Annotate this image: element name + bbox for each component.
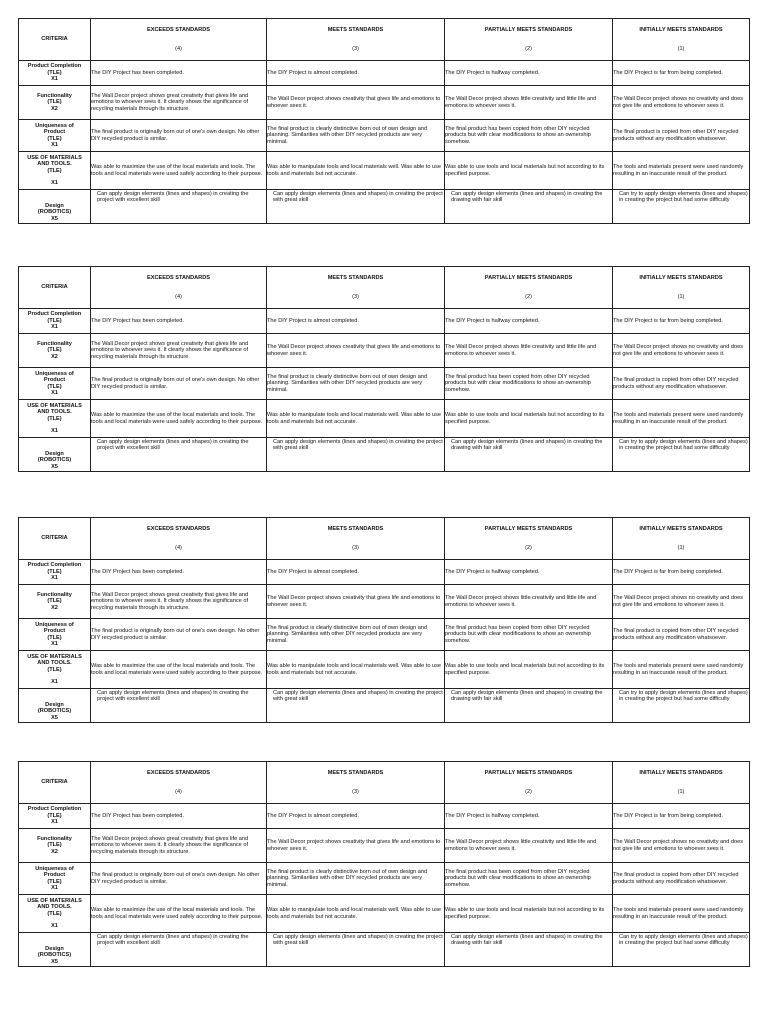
criterion-row-functionality — [19, 585, 750, 619]
criterion-label: Functionality (TLE) X2 — [19, 86, 91, 120]
criterion-row-design — [19, 689, 750, 723]
descriptor-cell: The DIY Project is almost completed. — [267, 309, 445, 334]
descriptor-cell: The DIY Project is almost completed. — [267, 804, 445, 829]
descriptor-cell: The final product is copied from other DIY recycled products without any modification whatsoever. — [613, 120, 750, 152]
descriptor-cell: Can apply design elements (lines and shapes) in creating the project with excellent skill — [91, 933, 267, 967]
descriptor-cell: Was able to use tools and local materials but not according to its specified purpose. — [445, 152, 613, 190]
criterion-label: Design (ROBOTICS) X5 — [19, 933, 91, 967]
descriptor-cell: The final product is originally born out of one's own design. No other DIY recycled product is similar. — [91, 863, 267, 895]
level-header-1: INITIALLY MEETS STANDARDS (1) — [613, 518, 750, 560]
criterion-label: Uniqueness of Product (TLE) X1 — [19, 863, 91, 895]
descriptor-cell: The final product is clearly distinctive born out of own design and planning. Similarities with other DIY recycled products are very minimal. — [267, 120, 445, 152]
criterion-label: USE OF MATERIALS AND TOOLS. (TLE) X1 — [19, 400, 91, 438]
criterion-label: USE OF MATERIALS AND TOOLS. (TLE) X1 — [19, 651, 91, 689]
descriptor-cell: Can apply design elements (lines and shapes) in creating the project with excellent skill — [91, 438, 267, 472]
descriptor-cell: The DIY Project is halfway completed. — [445, 309, 613, 334]
descriptor-cell: The final product is copied from other DIY recycled products without any modification whatsoever. — [613, 368, 750, 400]
descriptor-cell: Was able to manipulate tools and local materials well. Was able to use tools and materials but not accurate. — [267, 651, 445, 689]
descriptor-cell: Can apply design elements (lines and shapes) in creating the drawing with fair skill — [445, 190, 613, 224]
descriptor-cell: Can apply design elements (lines and shapes) in creating the project with great skill — [267, 933, 445, 967]
criterion-label: Uniqueness of Product (TLE) X1 — [19, 368, 91, 400]
criteria-header: CRITERIA — [19, 267, 91, 309]
level-header-2: PARTIALLY MEETS STANDARDS (2) — [445, 267, 613, 309]
descriptor-cell: The Wall Decor project shows no creativity and does not give life and emotions to whoever sees it. — [613, 829, 750, 863]
criterion-row-materials-tools — [19, 400, 750, 438]
descriptor-cell: The final product has been copied from other DIY recycled products but with clear modifications to show an ownership somehow. — [445, 120, 613, 152]
descriptor-cell: Can apply design elements (lines and shapes) in creating the project with great skill — [267, 438, 445, 472]
criterion-row-functionality — [19, 86, 750, 120]
level-header-1: INITIALLY MEETS STANDARDS (1) — [613, 762, 750, 804]
descriptor-cell: Can apply design elements (lines and shapes) in creating the drawing with fair skill — [445, 689, 613, 723]
descriptor-cell: The Wall Decor project shows little creativity and little life and emotions to whoever sees it. — [445, 829, 613, 863]
criterion-label: Product Completion (TLE) X1 — [19, 61, 91, 86]
descriptor-cell: The Wall Decor project shows great creativity that gives life and emotions to whoever sees it. It clearly shows the significance of recycling materials through its structure. — [91, 334, 267, 368]
criterion-row-materials-tools — [19, 895, 750, 933]
criteria-header: CRITERIA — [19, 19, 91, 61]
descriptor-cell: Can try to apply design elements (lines and shapes) in creating the project but had some difficulty — [613, 933, 750, 967]
descriptor-cell: Was able to maximize the use of the local materials and tools. The tools and local materials were used safely according to their purpose. — [91, 651, 267, 689]
descriptor-cell: The Wall Decor project shows no creativity and does not give life and emotions to whoever sees it. — [613, 334, 750, 368]
descriptor-cell: The Wall Decor project shows no creativity and does not give life and emotions to whoever sees it. — [613, 585, 750, 619]
criterion-row-uniqueness — [19, 619, 750, 651]
descriptor-cell: The Wall Decor project shows little creativity and little life and emotions to whoever sees it. — [445, 585, 613, 619]
descriptor-cell: The Wall Decor project shows creativity that gives life and emotions to whoever sees it. — [267, 334, 445, 368]
criterion-label: USE OF MATERIALS AND TOOLS. (TLE) X1 — [19, 152, 91, 190]
rubric-table — [18, 18, 750, 224]
descriptor-cell: The DIY Project has been completed. — [91, 61, 267, 86]
descriptor-cell: The Wall Decor project shows great creativity that gives life and emotions to whoever sees it. It clearly shows the significance of recycling materials through its structure. — [91, 86, 267, 120]
descriptor-cell: The final product is clearly distinctive born out of own design and planning. Similarities with other DIY recycled products are very minimal. — [267, 368, 445, 400]
descriptor-cell: Can apply design elements (lines and shapes) in creating the project with great skill — [267, 190, 445, 224]
criterion-row-product-completion — [19, 309, 750, 334]
descriptor-cell: Can apply design elements (lines and shapes) in creating the project with excellent skill — [91, 190, 267, 224]
criterion-label: Product Completion (TLE) X1 — [19, 560, 91, 585]
descriptor-cell: The final product is clearly distinctive born out of own design and planning. Similarities with other DIY recycled products are very minimal. — [267, 619, 445, 651]
descriptor-cell: The Wall Decor project shows little creativity and little life and emotions to whoever sees it. — [445, 334, 613, 368]
criterion-row-design — [19, 190, 750, 224]
descriptor-cell: The DIY Project is far from being completed. — [613, 560, 750, 585]
criteria-header: CRITERIA — [19, 518, 91, 560]
level-header-4: EXCEEDS STANDARDS (4) — [91, 762, 267, 804]
level-header-3: MEETS STANDARDS (3) — [267, 762, 445, 804]
descriptor-cell: Was able to use tools and local materials but not according to its specified purpose. — [445, 651, 613, 689]
descriptor-cell: Was able to use tools and local materials but not according to its specified purpose. — [445, 895, 613, 933]
descriptor-cell: The tools and materials present were used randomly resulting in an inaccurate result of the product. — [613, 152, 750, 190]
descriptor-cell: Was able to maximize the use of the local materials and tools. The tools and local materials were used safely according to their purpose. — [91, 152, 267, 190]
descriptor-cell: The Wall Decor project shows little creativity and little life and emotions to whoever sees it. — [445, 86, 613, 120]
criterion-label: Uniqueness of Product (TLE) X1 — [19, 619, 91, 651]
descriptor-cell: Can apply design elements (lines and shapes) in creating the drawing with fair skill — [445, 438, 613, 472]
level-header-1: INITIALLY MEETS STANDARDS (1) — [613, 19, 750, 61]
rubric-table — [18, 761, 750, 967]
criterion-label: Design (ROBOTICS) X5 — [19, 689, 91, 723]
criterion-row-uniqueness — [19, 368, 750, 400]
descriptor-cell: The Wall Decor project shows no creativity and does not give life and emotions to whoever sees it. — [613, 86, 750, 120]
descriptor-cell: The Wall Decor project shows creativity that gives life and emotions to whoever sees it. — [267, 86, 445, 120]
descriptor-cell: The final product is originally born out of one's own design. No other DIY recycled product is similar. — [91, 368, 267, 400]
rubric-table — [18, 517, 750, 723]
criterion-row-product-completion — [19, 804, 750, 829]
descriptor-cell: The DIY Project is far from being completed. — [613, 804, 750, 829]
descriptor-cell: Can apply design elements (lines and shapes) in creating the project with excellent skill — [91, 689, 267, 723]
descriptor-cell: The final product is clearly distinctive born out of own design and planning. Similarities with other DIY recycled products are very minimal. — [267, 863, 445, 895]
criterion-label: Functionality (TLE) X2 — [19, 585, 91, 619]
descriptor-cell: The DIY Project has been completed. — [91, 560, 267, 585]
descriptor-cell: Can try to apply design elements (lines and shapes) in creating the project but had some difficulty — [613, 190, 750, 224]
criterion-label: Design (ROBOTICS) X5 — [19, 438, 91, 472]
criterion-label: Functionality (TLE) X2 — [19, 829, 91, 863]
descriptor-cell: The Wall Decor project shows creativity that gives life and emotions to whoever sees it. — [267, 829, 445, 863]
criterion-row-uniqueness — [19, 863, 750, 895]
criterion-row-functionality — [19, 334, 750, 368]
descriptor-cell: Was able to use tools and local materials but not according to its specified purpose. — [445, 400, 613, 438]
criterion-label: Product Completion (TLE) X1 — [19, 309, 91, 334]
criterion-label: Uniqueness of Product (TLE) X1 — [19, 120, 91, 152]
criterion-label: Design (ROBOTICS) X5 — [19, 190, 91, 224]
descriptor-cell: The final product has been copied from other DIY recycled products but with clear modifications to show an ownership somehow. — [445, 863, 613, 895]
level-header-3: MEETS STANDARDS (3) — [267, 518, 445, 560]
level-header-2: PARTIALLY MEETS STANDARDS (2) — [445, 19, 613, 61]
level-header-2: PARTIALLY MEETS STANDARDS (2) — [445, 762, 613, 804]
descriptor-cell: Was able to maximize the use of the local materials and tools. The tools and local materials were used safely according to their purpose. — [91, 895, 267, 933]
descriptor-cell: The DIY Project is far from being completed. — [613, 309, 750, 334]
descriptor-cell: The final product is copied from other DIY recycled products without any modification whatsoever. — [613, 863, 750, 895]
criterion-row-materials-tools — [19, 152, 750, 190]
descriptor-cell: The DIY Project is halfway completed. — [445, 61, 613, 86]
descriptor-cell: Can try to apply design elements (lines and shapes) in creating the project but had some difficulty — [613, 438, 750, 472]
descriptor-cell: The DIY Project has been completed. — [91, 804, 267, 829]
level-header-2: PARTIALLY MEETS STANDARDS (2) — [445, 518, 613, 560]
descriptor-cell: The final product has been copied from other DIY recycled products but with clear modifications to show an ownership somehow. — [445, 368, 613, 400]
descriptor-cell: The tools and materials present were used randomly resulting in an inaccurate result of the product. — [613, 400, 750, 438]
header-row — [19, 762, 750, 804]
descriptor-cell: The DIY Project is halfway completed. — [445, 560, 613, 585]
descriptor-cell: Was able to maximize the use of the local materials and tools. The tools and local materials were used safely according to their purpose. — [91, 400, 267, 438]
descriptor-cell: The tools and materials present were used randomly resulting in an inaccurate result of the product. — [613, 895, 750, 933]
descriptor-cell: The final product has been copied from other DIY recycled products but with clear modifications to show an ownership somehow. — [445, 619, 613, 651]
rubric-table — [18, 266, 750, 472]
descriptor-cell: Can try to apply design elements (lines and shapes) in creating the project but had some difficulty — [613, 689, 750, 723]
criterion-row-design — [19, 933, 750, 967]
criterion-label: Functionality (TLE) X2 — [19, 334, 91, 368]
criterion-row-uniqueness — [19, 120, 750, 152]
descriptor-cell: The Wall Decor project shows great creativity that gives life and emotions to whoever sees it. It clearly shows the significance of recycling materials through its structure. — [91, 585, 267, 619]
criterion-row-materials-tools — [19, 651, 750, 689]
descriptor-cell: The DIY Project is far from being completed. — [613, 61, 750, 86]
criterion-row-design — [19, 438, 750, 472]
descriptor-cell: The Wall Decor project shows creativity that gives life and emotions to whoever sees it. — [267, 585, 445, 619]
descriptor-cell: Was able to manipulate tools and local materials well. Was able to use tools and materials but not accurate. — [267, 152, 445, 190]
level-header-1: INITIALLY MEETS STANDARDS (1) — [613, 267, 750, 309]
criterion-row-product-completion — [19, 560, 750, 585]
level-header-4: EXCEEDS STANDARDS (4) — [91, 19, 267, 61]
header-row — [19, 267, 750, 309]
descriptor-cell: The Wall Decor project shows great creativity that gives life and emotions to whoever sees it. It clearly shows the significance of recycling materials through its structure. — [91, 829, 267, 863]
criterion-row-functionality — [19, 829, 750, 863]
level-header-4: EXCEEDS STANDARDS (4) — [91, 267, 267, 309]
criterion-label: Product Completion (TLE) X1 — [19, 804, 91, 829]
header-row — [19, 518, 750, 560]
descriptor-cell: Can apply design elements (lines and shapes) in creating the project with great skill — [267, 689, 445, 723]
descriptor-cell: Can apply design elements (lines and shapes) in creating the drawing with fair skill — [445, 933, 613, 967]
level-header-3: MEETS STANDARDS (3) — [267, 19, 445, 61]
criterion-label: USE OF MATERIALS AND TOOLS. (TLE) X1 — [19, 895, 91, 933]
criterion-row-product-completion — [19, 61, 750, 86]
descriptor-cell: The final product is originally born out of one's own design. No other DIY recycled product is similar. — [91, 120, 267, 152]
descriptor-cell: The DIY Project is almost completed. — [267, 560, 445, 585]
header-row — [19, 19, 750, 61]
descriptor-cell: Was able to manipulate tools and local materials well. Was able to use tools and materials but not accurate. — [267, 400, 445, 438]
level-header-3: MEETS STANDARDS (3) — [267, 267, 445, 309]
descriptor-cell: The DIY Project is almost completed. — [267, 61, 445, 86]
descriptor-cell: Was able to manipulate tools and local materials well. Was able to use tools and materials but not accurate. — [267, 895, 445, 933]
descriptor-cell: The tools and materials present were used randomly resulting in an inaccurate result of the product. — [613, 651, 750, 689]
criteria-header: CRITERIA — [19, 762, 91, 804]
level-header-4: EXCEEDS STANDARDS (4) — [91, 518, 267, 560]
descriptor-cell: The final product is copied from other DIY recycled products without any modification whatsoever. — [613, 619, 750, 651]
descriptor-cell: The DIY Project is halfway completed. — [445, 804, 613, 829]
descriptor-cell: The final product is originally born out of one's own design. No other DIY recycled product is similar. — [91, 619, 267, 651]
descriptor-cell: The DIY Project has been completed. — [91, 309, 267, 334]
